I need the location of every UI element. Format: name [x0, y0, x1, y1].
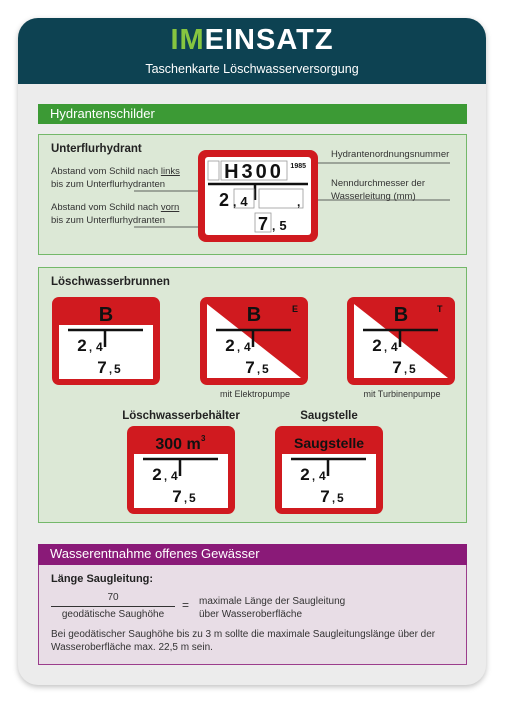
sign3-letter: B [393, 303, 408, 326]
label-abstand-vorn-text: Abstand vom Schild nach [51, 202, 161, 213]
sign-year: 1985 [289, 162, 306, 170]
gewaesser-box [38, 565, 467, 665]
svg-text:,: , [271, 218, 275, 233]
svg-text:,: , [311, 470, 315, 483]
sign2-caption: mit Elektropumpe [219, 388, 290, 399]
label-abstand-vorn-text2: bis zum Unterflurhydranten [51, 215, 166, 226]
behaelter-title: Löschwasserbehälter [121, 409, 240, 422]
sign4-front-dec: 5 [188, 490, 196, 505]
brand-logo [18, 24, 486, 57]
formula-result-2: über Wasseroberfläche [199, 609, 303, 620]
label-links-word: links [160, 166, 180, 177]
sign2-left-dec: 4 [243, 339, 251, 354]
svg-text:,: , [88, 341, 92, 354]
behaelter-sign-sup: 3 [200, 433, 205, 443]
sign-front-dec: 5 [278, 217, 287, 233]
formula-numerator: 70 [107, 592, 119, 603]
sign1-left-int: 2 [76, 335, 87, 355]
sign3-left-int: 2 [371, 335, 382, 355]
unterflurhydrant-title: Unterflurhydrant [51, 143, 142, 155]
sign3-caption: mit Turbinenpumpe [362, 388, 441, 399]
svg-text:,: , [256, 363, 260, 376]
svg-text:,: , [236, 341, 240, 354]
sign4-front-int: 7 [171, 486, 182, 506]
sign-code: H300 [223, 160, 284, 183]
sign2-letter: B [246, 303, 261, 326]
saugstelle-sign [275, 426, 383, 514]
loeschwasserbrunnen-title: Löschwasserbrunnen [51, 276, 170, 288]
sign-left-dec: 4 [239, 193, 248, 209]
hydrant-sign-graphic [38, 134, 467, 255]
sign-front-int: 7 [257, 213, 268, 234]
hydrant-box [38, 134, 467, 255]
header-bar [18, 18, 486, 84]
brunnen-signs [38, 267, 467, 523]
brunnen-box [38, 267, 467, 523]
sign2-front-int: 7 [244, 357, 255, 377]
label-nenndurchmesser-1: Nenndurchmesser der [331, 178, 425, 189]
brand-einsatz: EINSATZ [204, 24, 334, 56]
sign1-front-int: 7 [96, 357, 107, 377]
pocket-card [18, 18, 486, 685]
svg-text:,: , [183, 492, 187, 505]
sign3-front-int: 7 [391, 357, 402, 377]
sign2-front-dec: 5 [261, 361, 269, 376]
formula-fraction-line [51, 606, 175, 607]
sign5-left-dec: 4 [318, 468, 326, 483]
sign4-left-int: 2 [151, 464, 162, 484]
sign3-left-dec: 4 [390, 339, 398, 354]
laenge-saugleitung-label: Länge Saugleitung: [51, 573, 154, 585]
behaelter-sign-text: 300 m [154, 435, 201, 453]
behaelter-sign [127, 426, 235, 514]
sign5-front-dec: 5 [336, 490, 344, 505]
sign5-front-int: 7 [319, 486, 330, 506]
sign5-left-int: 2 [299, 464, 310, 484]
formula-result [199, 595, 345, 621]
saugstelle-sign-text: Saugstelle [293, 434, 364, 451]
saughoehe-note: Bei geodätischer Saughöhe bis zu 3 m sollte die maximale Saugleitungslänge über der Wasseroberfläche max. 22,5 m sein. [51, 629, 436, 653]
label-abstand-links-text2: bis zum Unterflurhydranten [51, 179, 166, 190]
label-nenndurchmesser-2: Wasserleitung (mm) [331, 191, 416, 202]
svg-text:,: , [296, 194, 300, 209]
label-vorn-word: vorn [160, 202, 180, 213]
svg-text:,: , [108, 363, 112, 376]
brand-im: IM [170, 24, 205, 56]
sign1-left-dec: 4 [95, 339, 103, 354]
sign1-letter: B [98, 303, 113, 326]
brunnen-sign-bt [347, 297, 455, 385]
sign1-front-dec: 5 [113, 361, 121, 376]
formula-result-1: maximale Länge der Saugleitung [199, 596, 346, 607]
label-ordnungsnummer: Hydrantenordnungsnummer [331, 149, 450, 160]
sign2-sup: E [291, 303, 298, 314]
saugstelle-title: Saugstelle [299, 409, 358, 422]
svg-text:,: , [232, 194, 236, 209]
card-subtitle: Taschenkarte Löschwasserversorgung [145, 62, 359, 76]
sign3-sup: T [436, 303, 442, 314]
svg-text:,: , [331, 492, 335, 505]
formula-denominator: geodätische Saughöhe [61, 609, 165, 620]
sign2-left-int: 2 [224, 335, 235, 355]
section-hydrantenschilder: Hydrantenschilder [38, 104, 467, 124]
svg-text:,: , [383, 341, 387, 354]
formula-equals: = [182, 598, 190, 612]
sign-left-int: 2 [218, 189, 229, 210]
sign4-left-dec: 4 [170, 468, 178, 483]
svg-text:,: , [163, 470, 167, 483]
section-wasserentnahme: Wasserentnahme offenes Gewässer [38, 544, 467, 565]
brunnen-sign-be [200, 297, 308, 385]
sign3-front-dec: 5 [408, 361, 416, 376]
svg-text:,: , [403, 363, 407, 376]
brunnen-sign-b [52, 297, 160, 385]
label-abstand-links-text: Abstand vom Schild nach [51, 166, 161, 177]
